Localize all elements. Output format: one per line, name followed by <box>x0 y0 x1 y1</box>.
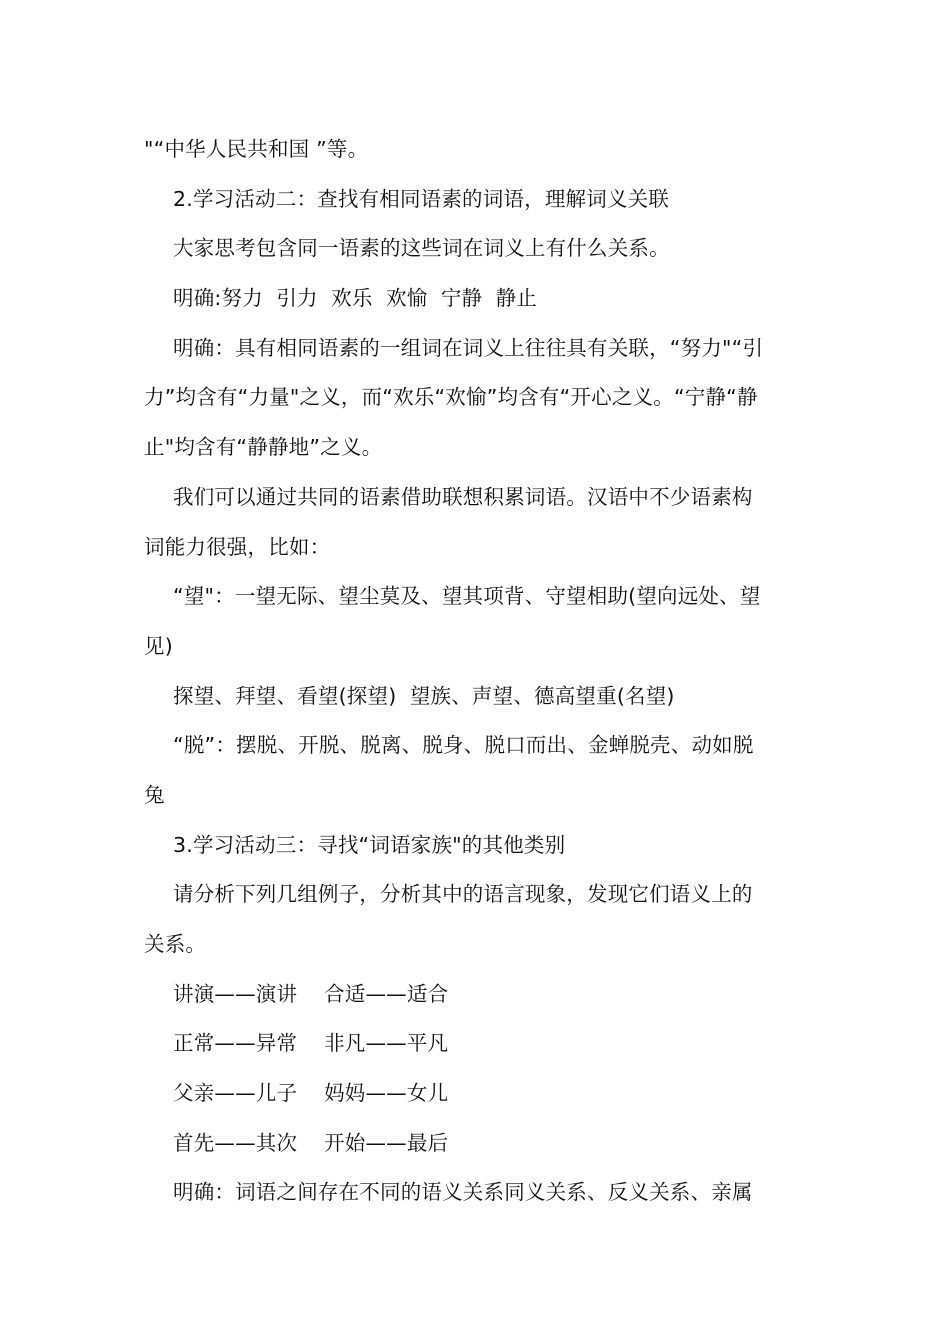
text-line-1: "“中华人民共和国 ”等。 <box>144 137 369 161</box>
text-line-17: 关系。 <box>144 932 207 956</box>
text-line-6: 力”均含有“力量"之义，而“欢乐“欢愉”均含有“开心之义。“宁静“静 <box>144 385 758 410</box>
text-line-13: “脱”：摆脱、开脱、脱离、脱身、脱口而出、金蝉脱壳、动如脱 <box>173 733 754 758</box>
text-line-10: “望"：一望无际、望尘莫及、望其项背、守望相助(望向远处、望 <box>173 584 761 609</box>
text-line-9: 词能力很强，比如： <box>144 534 331 559</box>
text-line-18: 讲演——演讲 合适——适合 <box>173 981 449 1006</box>
text-line-2: 2.学习活动二：查找有相同语素的词语，理解词义关联 <box>173 186 670 211</box>
text-line-4: 明确:努力 引力 欢乐 欢愉 宁静 静止 <box>173 286 538 311</box>
text-line-21: 首先——其次 开始——最后 <box>173 1130 449 1155</box>
text-line-19: 正常——异常 非凡——平凡 <box>173 1031 449 1056</box>
text-line-3: 大家思考包含同一语素的这些词在词义上有什么关系。 <box>173 236 670 261</box>
text-line-5: 明确：具有相同语素的一组词在词义上往往具有关联，“努力"“引 <box>173 335 764 360</box>
document-body <box>144 125 808 1218</box>
text-line-14: 兔 <box>144 782 165 807</box>
text-line-7: 止"均含有“静静地”之义。 <box>144 435 383 460</box>
text-line-22: 明确：词语之间存在不同的语义关系同义关系、反义关系、亲属 <box>173 1180 753 1205</box>
text-line-11: 见) <box>144 633 173 658</box>
text-line-12: 探望、拜望、看望(探望) 望族、声望、德高望重(名望) <box>173 683 675 708</box>
text-line-16: 请分析下列几组例子，分析其中的语言现象，发现它们语义上的 <box>173 882 753 907</box>
text-line-8: 我们可以通过共同的语素借助联想积累词语。汉语中不少语素构 <box>173 484 753 509</box>
text-line-15: 3.学习活动三：寻找“词语家族"的其他类别 <box>173 832 566 857</box>
text-line-20: 父亲——儿子 妈妈——女儿 <box>173 1081 449 1106</box>
